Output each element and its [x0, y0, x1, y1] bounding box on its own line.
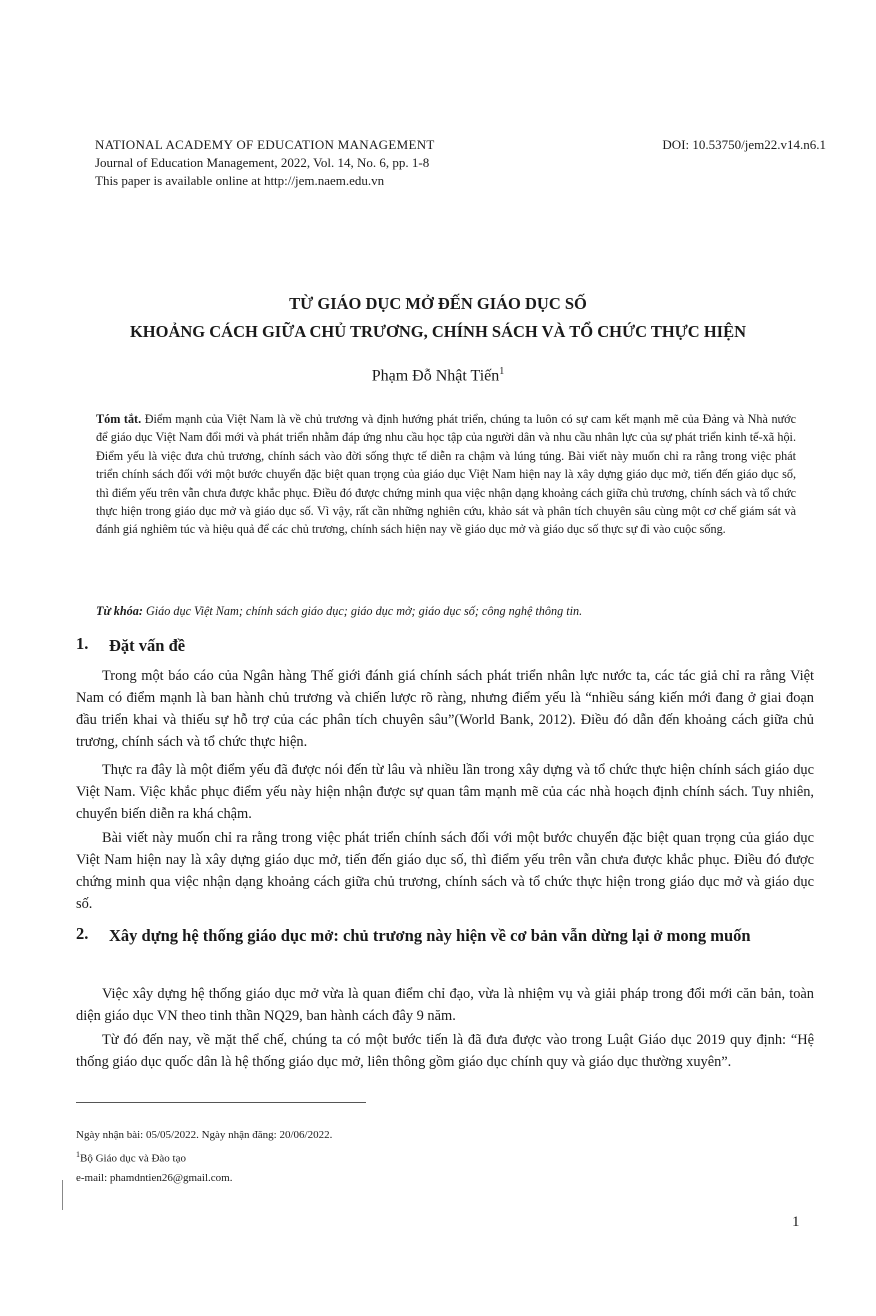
- footnote-divider: [76, 1102, 366, 1103]
- author-email: e-mail: phamdntien26@gmail.com.: [76, 1171, 233, 1184]
- doi: DOI: 10.53750/jem22.v14.n6.1: [662, 137, 826, 152]
- section-1-paragraph: Trong một báo cáo của Ngân hàng Thế giới đánh giá chính sách phát triển nhân lực nước ta, các tác giả chỉ ra rằng Việt Nam có điểm mạnh là ban hành chủ trương và chiến lược rõ ràng, nhưng điểm yếu là “nhiều sáng kiến mới đang ở giai đoạn đầu triển khai và thiếu sự hỗ trợ của các phân tích chuyên sâu”(World Bank, 2012). Điều đó dẫn đến khoảng cách giữa chủ trương, chính sách và tổ chức thực hiện.: [76, 668, 814, 750]
- abstract: [96, 410, 796, 539]
- author-affiliation-mark: 1: [499, 366, 505, 377]
- footnote-mark: 1: [76, 1150, 80, 1159]
- affiliation-note: [76, 1145, 332, 1169]
- section-2-number: 2.: [76, 924, 89, 943]
- received-dates: Ngày nhận bài: 05/05/2022. Ngày nhận đăng: 20/06/2022.: [76, 1129, 333, 1141]
- section-2-paragraph: Từ đó đến nay, về mặt thể chế, chúng ta có một bước tiến là đã đưa được vào trong Luật Giáo dục 2019 quy định: “Hệ thống giáo dục quốc dân là hệ thống giáo dục mở, liên thông gồm giáo dục chính quy và giáo dục thường xuyên”.: [76, 1032, 814, 1070]
- section-1-paragraph: Bài viết này muốn chỉ ra rằng trong việc phát triển chính sách đối với một bước chuyển đặc biệt quan trọng của giáo dục Việt Nam hiện nay là xây dựng giáo dục mở, tiến đến giáo dục số, thì điểm yếu trên vẫn chưa được khắc phục. Điều đó được chứng minh qua việc nhận dạng khoảng cách giữa chủ trương, chính sách và tổ chức thực hiện trong giáo dục mở và giáo dục số.: [76, 830, 814, 912]
- section-2-title: Xây dựng hệ thống giáo dục mở: chủ trương này hiện về cơ bản vẫn dừng lại ở mong muốn: [109, 926, 751, 945]
- page-number: 1: [792, 1214, 800, 1230]
- scan-edge-mark: [62, 1180, 63, 1210]
- availability-note: This paper is available online at http://jem.naem.edu.vn: [95, 173, 385, 188]
- section-1-paragraph: Thực ra đây là một điểm yếu đã được nói đến từ lâu và nhiều lần trong xây dựng và tổ chức thực hiện chính sách giáo dục Việt Nam. Việc khắc phục điểm yếu này hiện nhận được sự quan tâm mạnh mẽ của các nhà hoạch định chính sách. Tuy nhiên, chuyển biến diễn ra khá chậm.: [76, 762, 814, 822]
- author-name: Phạm Đỗ Nhật Tiến: [371, 367, 500, 385]
- journal-header: [95, 136, 435, 190]
- paper-title-line-1: TỪ GIÁO DỤC MỞ ĐẾN GIÁO DỤC SỐ: [289, 294, 587, 313]
- abstract-label: Tóm tắt.: [96, 412, 142, 426]
- journal-citation: Journal of Education Management, 2022, Vol. 14, No. 6, pp. 1-8: [95, 155, 430, 170]
- paper-title-line-2: KHOẢNG CÁCH GIỮA CHỦ TRƯƠNG, CHÍNH SÁCH VÀ TỔ CHỨC THỰC HIỆN: [129, 322, 747, 341]
- keywords-label: Từ khóa:: [96, 604, 143, 618]
- section-1-number: 1.: [76, 634, 89, 653]
- affiliation-text: Bộ Giáo dục và Đào tạo: [80, 1152, 186, 1165]
- author: [40, 366, 836, 385]
- abstract-text: Điểm mạnh của Việt Nam là về chủ trương và định hướng phát triển, chúng ta luôn có sự cam kết mạnh mẽ của Đảng và Nhà nước để giáo dục Việt Nam đổi mới và phát triển nhằm đáp ứng nhu cầu học tập của người dân và nhu cầu nhân lực của sự phát triển kinh tế-xã hội. Điểm yếu là việc đưa chủ trương, chính sách vào đời sống thực tế diễn ra chậm và lúng túng. Bài viết này muốn chỉ ra rằng trong việc phát triển chính sách đối với một bước chuyển đặc biệt quan trọng của giáo dục Việt Nam hiện nay là xây dựng giáo dục mở, tiến đến giáo dục số, thì điểm yếu trên vẫn chưa được khắc phục. Điều đó được chứng minh qua việc nhận dạng khoảng cách giữa chủ trương, chính sách và tổ chức thực hiện trong giáo dục mở và giáo dục số. Vì vậy, rất cần những nghiên cứu, khảo sát và phân tích chuyên sâu cùng một cơ chế giám sát và đánh giá nghiêm túc và hiệu quả để các chủ trương, chính sách hiện nay về giáo dục mở và giáo dục số thực sự đi vào cuộc sống.: [96, 412, 797, 537]
- keywords: [96, 602, 796, 620]
- section-2-paragraph: Việc xây dựng hệ thống giáo dục mở vừa là quan điểm chỉ đạo, vừa là nhiệm vụ và giải pháp trong đổi mới căn bản, toàn diện giáo dục VN theo tinh thần NQ29, ban hành cách đây 9 năm.: [76, 986, 814, 1024]
- footnotes: [76, 1126, 332, 1188]
- keywords-text: Giáo dục Việt Nam; chính sách giáo dục; giáo dục mở; giáo dục số; công nghệ thông tin.: [145, 604, 583, 618]
- section-1-title: Đặt vấn đề: [109, 636, 186, 655]
- institution-name: NATIONAL ACADEMY OF EDUCATION MANAGEMENT: [95, 137, 435, 152]
